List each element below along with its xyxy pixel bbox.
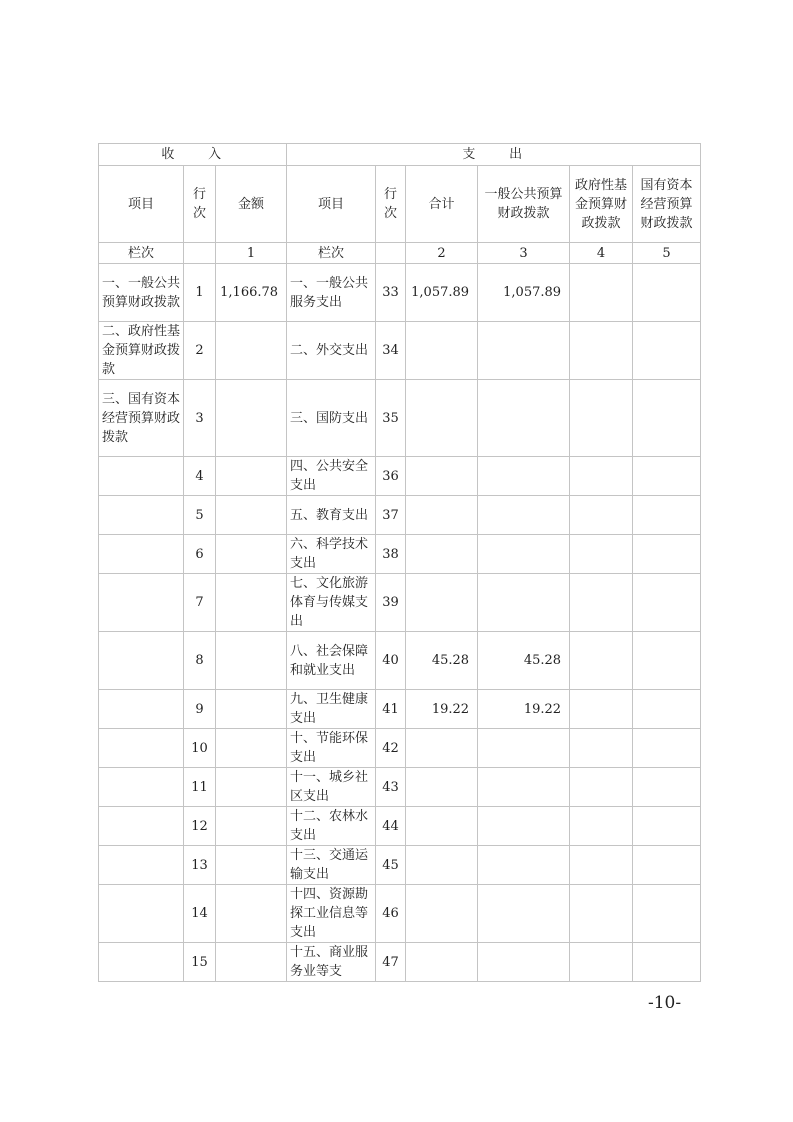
section-header-row — [99, 144, 701, 166]
index-row — [99, 243, 701, 264]
in-item: 一、一般公共预算财政拨款 — [99, 264, 184, 322]
income-header: 收 入 — [99, 144, 287, 166]
general-value — [478, 729, 570, 768]
fund-value — [570, 807, 633, 846]
out-no: 46 — [376, 885, 406, 943]
out-no: 40 — [376, 632, 406, 690]
out-item: 九、卫生健康支出 — [287, 690, 376, 729]
in-item — [99, 496, 184, 535]
out-item: 十一、城乡社区支出 — [287, 768, 376, 807]
general-value — [478, 574, 570, 632]
in-no: 12 — [184, 807, 216, 846]
table-row — [99, 322, 701, 380]
total-value: 19.22 — [406, 690, 478, 729]
index-label: 栏次 — [99, 243, 184, 264]
state-value — [633, 807, 701, 846]
in-item — [99, 574, 184, 632]
total-value — [406, 729, 478, 768]
fund-value — [570, 690, 633, 729]
budget-table — [98, 143, 701, 982]
in-no: 1 — [184, 264, 216, 322]
in-amount — [216, 535, 287, 574]
table-row — [99, 885, 701, 943]
fund-value — [570, 768, 633, 807]
out-item: 五、教育支出 — [287, 496, 376, 535]
col-fund: 政府性基金预算财政拨款 — [570, 166, 633, 243]
general-value — [478, 457, 570, 496]
out-no: 47 — [376, 943, 406, 982]
state-value — [633, 457, 701, 496]
in-item — [99, 690, 184, 729]
fund-value — [570, 457, 633, 496]
in-item — [99, 457, 184, 496]
total-value — [406, 846, 478, 885]
out-no: 34 — [376, 322, 406, 380]
state-value — [633, 768, 701, 807]
general-value — [478, 846, 570, 885]
state-value — [633, 885, 701, 943]
in-item — [99, 768, 184, 807]
fund-value — [570, 380, 633, 457]
general-value — [478, 496, 570, 535]
total-value — [406, 943, 478, 982]
fund-value — [570, 496, 633, 535]
fund-value — [570, 574, 633, 632]
in-amount — [216, 632, 287, 690]
table-row — [99, 846, 701, 885]
page-number: -10- — [648, 993, 682, 1013]
in-amount — [216, 457, 287, 496]
index-col2: 2 — [406, 243, 478, 264]
out-no: 42 — [376, 729, 406, 768]
out-item: 十、节能环保支出 — [287, 729, 376, 768]
col-item2: 项目 — [287, 166, 376, 243]
total-value — [406, 768, 478, 807]
out-no: 35 — [376, 380, 406, 457]
index-empty2 — [376, 243, 406, 264]
in-no: 4 — [184, 457, 216, 496]
out-item: 十三、交通运输支出 — [287, 846, 376, 885]
total-value — [406, 322, 478, 380]
column-header-row — [99, 166, 701, 243]
out-item: 十五、商业服务业等支 — [287, 943, 376, 982]
table-row — [99, 574, 701, 632]
index-label2: 栏次 — [287, 243, 376, 264]
total-value — [406, 885, 478, 943]
in-amount — [216, 574, 287, 632]
general-value — [478, 322, 570, 380]
index-empty — [184, 243, 216, 264]
out-item: 四、公共安全支出 — [287, 457, 376, 496]
out-item: 十二、农林水支出 — [287, 807, 376, 846]
out-no: 45 — [376, 846, 406, 885]
state-value — [633, 729, 701, 768]
fund-value — [570, 632, 633, 690]
col-state: 国有资本经营预算财政拨款 — [633, 166, 701, 243]
out-item: 八、社会保障和就业支出 — [287, 632, 376, 690]
fund-value — [570, 729, 633, 768]
col-row-no: 行次 — [184, 166, 216, 243]
general-value — [478, 807, 570, 846]
out-item: 二、外交支出 — [287, 322, 376, 380]
out-no: 43 — [376, 768, 406, 807]
in-amount — [216, 846, 287, 885]
fund-value — [570, 943, 633, 982]
in-amount — [216, 496, 287, 535]
col-total: 合计 — [406, 166, 478, 243]
in-amount — [216, 807, 287, 846]
total-value — [406, 535, 478, 574]
in-item — [99, 729, 184, 768]
state-value — [633, 535, 701, 574]
state-value — [633, 264, 701, 322]
out-no: 44 — [376, 807, 406, 846]
table-row — [99, 768, 701, 807]
fund-value — [570, 322, 633, 380]
in-amount — [216, 885, 287, 943]
table-row — [99, 729, 701, 768]
fund-value — [570, 885, 633, 943]
table-row — [99, 807, 701, 846]
out-no: 33 — [376, 264, 406, 322]
in-no: 14 — [184, 885, 216, 943]
state-value — [633, 322, 701, 380]
in-item — [99, 535, 184, 574]
general-value: 19.22 — [478, 690, 570, 729]
fund-value — [570, 535, 633, 574]
col-row-no2: 行次 — [376, 166, 406, 243]
in-item — [99, 632, 184, 690]
state-value — [633, 380, 701, 457]
index-col4: 4 — [570, 243, 633, 264]
in-no: 6 — [184, 535, 216, 574]
in-no: 7 — [184, 574, 216, 632]
in-no: 11 — [184, 768, 216, 807]
index-col3: 3 — [478, 243, 570, 264]
in-no: 2 — [184, 322, 216, 380]
index-col1: 1 — [216, 243, 287, 264]
in-amount — [216, 768, 287, 807]
general-value — [478, 885, 570, 943]
total-value: 45.28 — [406, 632, 478, 690]
state-value — [633, 574, 701, 632]
in-no: 3 — [184, 380, 216, 457]
table-row — [99, 264, 701, 322]
general-value — [478, 535, 570, 574]
in-amount: 1,166.78 — [216, 264, 287, 322]
total-value — [406, 380, 478, 457]
table-row — [99, 457, 701, 496]
in-no: 8 — [184, 632, 216, 690]
table-row — [99, 943, 701, 982]
state-value — [633, 943, 701, 982]
col-item: 项目 — [99, 166, 184, 243]
expense-header: 支 出 — [287, 144, 701, 166]
in-amount — [216, 322, 287, 380]
out-no: 41 — [376, 690, 406, 729]
out-no: 39 — [376, 574, 406, 632]
out-item: 六、科学技术支出 — [287, 535, 376, 574]
col-general: 一般公共预算财政拨款 — [478, 166, 570, 243]
general-value — [478, 768, 570, 807]
table-row — [99, 496, 701, 535]
in-no: 10 — [184, 729, 216, 768]
col-amount: 金额 — [216, 166, 287, 243]
in-amount — [216, 729, 287, 768]
index-col5: 5 — [633, 243, 701, 264]
in-no: 5 — [184, 496, 216, 535]
total-value — [406, 496, 478, 535]
total-value: 1,057.89 — [406, 264, 478, 322]
in-no: 15 — [184, 943, 216, 982]
total-value — [406, 457, 478, 496]
state-value — [633, 496, 701, 535]
out-item: 七、文化旅游体育与传媒支出 — [287, 574, 376, 632]
total-value — [406, 807, 478, 846]
in-no: 13 — [184, 846, 216, 885]
general-value — [478, 943, 570, 982]
fund-value — [570, 264, 633, 322]
in-amount — [216, 690, 287, 729]
out-item: 十四、资源勘探工业信息等支出 — [287, 885, 376, 943]
in-item: 三、国有资本经营预算财政拨款 — [99, 380, 184, 457]
fund-value — [570, 846, 633, 885]
state-value — [633, 632, 701, 690]
in-item — [99, 943, 184, 982]
total-value — [406, 574, 478, 632]
in-item — [99, 846, 184, 885]
in-amount — [216, 380, 287, 457]
general-value: 1,057.89 — [478, 264, 570, 322]
general-value: 45.28 — [478, 632, 570, 690]
table-row — [99, 535, 701, 574]
in-no: 9 — [184, 690, 216, 729]
out-item: 三、国防支出 — [287, 380, 376, 457]
in-item: 二、政府性基金预算财政拨款 — [99, 322, 184, 380]
out-no: 38 — [376, 535, 406, 574]
out-no: 37 — [376, 496, 406, 535]
out-no: 36 — [376, 457, 406, 496]
in-item — [99, 807, 184, 846]
state-value — [633, 846, 701, 885]
general-value — [478, 380, 570, 457]
state-value — [633, 690, 701, 729]
in-amount — [216, 943, 287, 982]
table-row — [99, 690, 701, 729]
out-item: 一、一般公共服务支出 — [287, 264, 376, 322]
table-row — [99, 632, 701, 690]
table-row — [99, 380, 701, 457]
in-item — [99, 885, 184, 943]
